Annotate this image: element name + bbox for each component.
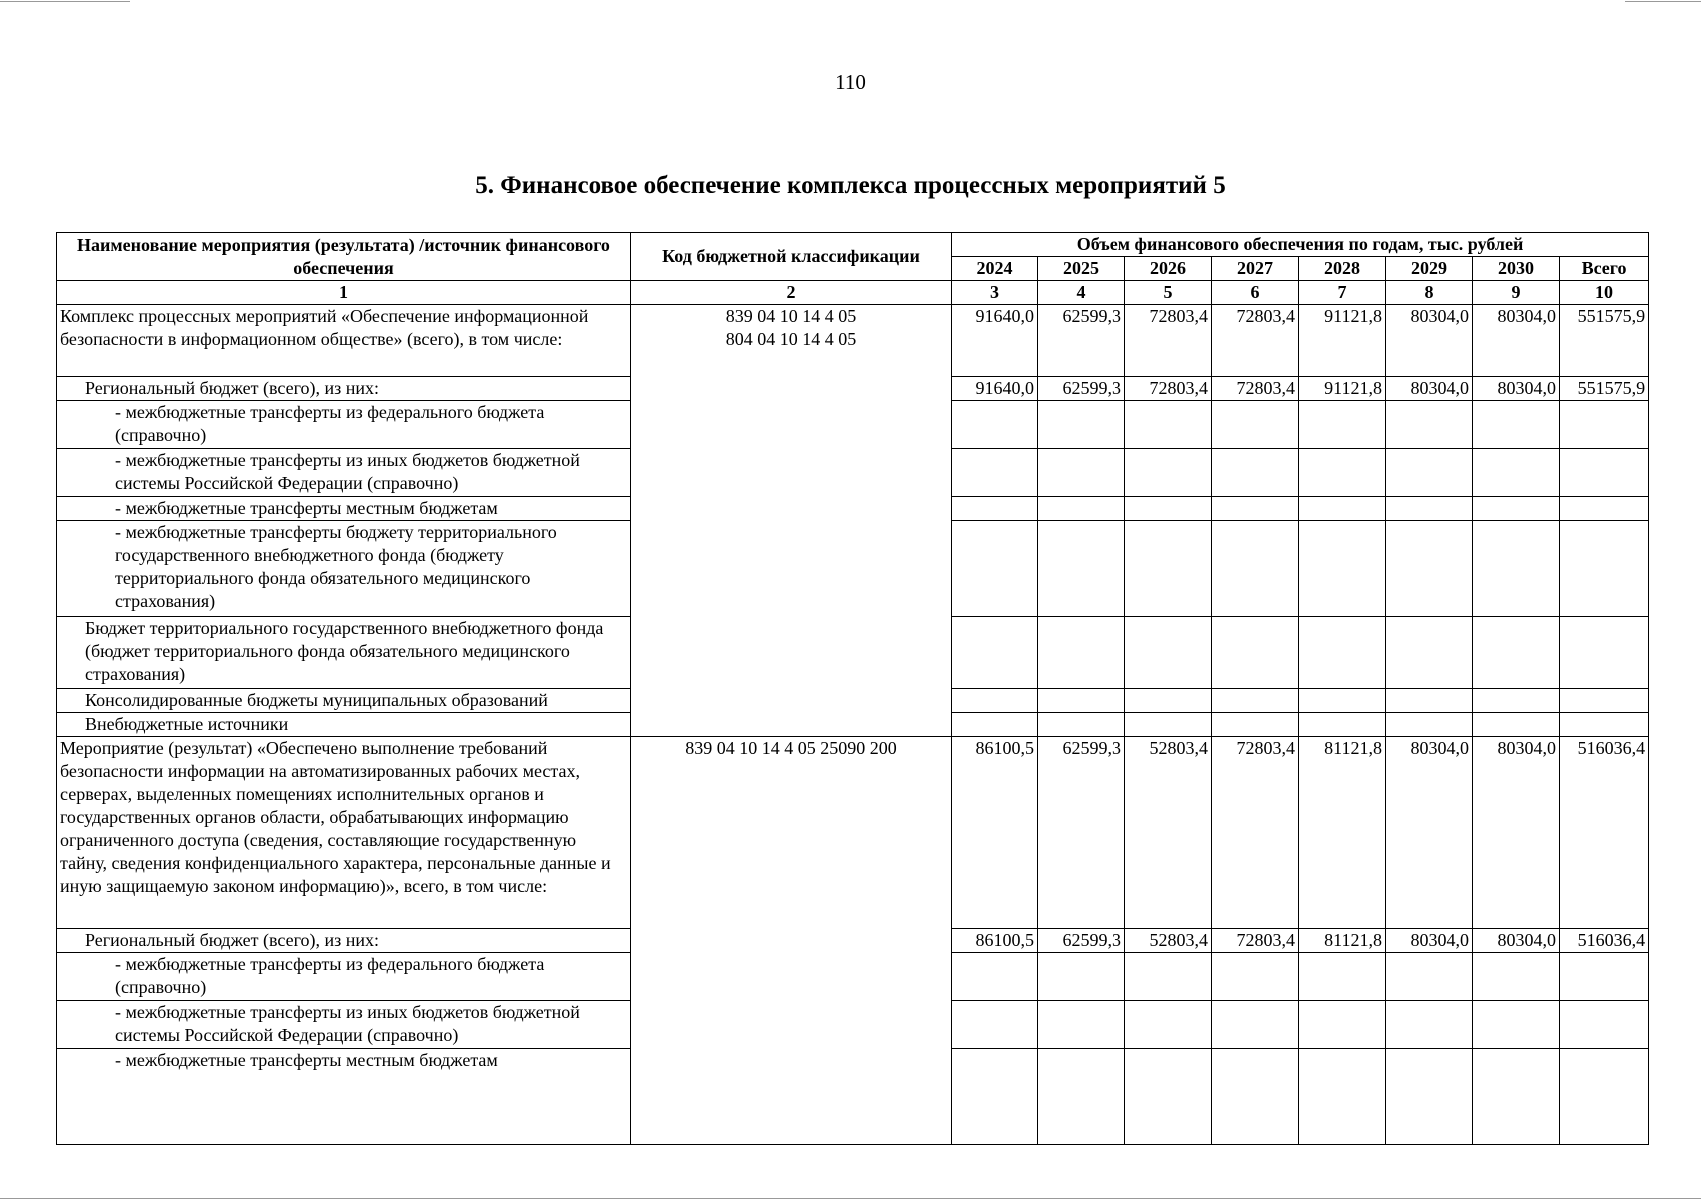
- year-value-cell: [1386, 497, 1473, 521]
- year-value-cell: [1386, 713, 1473, 737]
- year-value-cell: 72803,4: [1212, 737, 1299, 929]
- year-value-cell: 91121,8: [1299, 377, 1386, 401]
- budget-code: 839 04 10 14 4 05 25090 200: [685, 738, 897, 758]
- year-value-cell: [1212, 953, 1299, 1001]
- total-cell: [1560, 1001, 1649, 1049]
- year-value-cell: [1386, 449, 1473, 497]
- column-number: 8: [1386, 281, 1473, 305]
- header-total: Всего: [1560, 257, 1649, 281]
- year-value-cell: [1473, 1049, 1560, 1145]
- year-value-cell: [952, 497, 1038, 521]
- row-name: Бюджет территориального государственного внебюджетного фонда (бюджет территориального фонда обязательного медицинского страхования): [57, 617, 631, 689]
- column-number: 1: [57, 281, 631, 305]
- year-value-cell: [1212, 1049, 1299, 1145]
- year-value-cell: [1038, 1049, 1125, 1145]
- budget-code-cell: [631, 737, 952, 1145]
- year-value-cell: [1212, 1001, 1299, 1049]
- year-value-cell: 72803,4: [1212, 377, 1299, 401]
- scan-edge-line: [1625, 1, 1701, 2]
- header-volume: Объем финансового обеспечения по годам, тыс. рублей: [952, 233, 1649, 257]
- year-value-cell: [1299, 497, 1386, 521]
- year-value-cell: [1212, 497, 1299, 521]
- year-value-cell: [1038, 497, 1125, 521]
- year-value-cell: [1212, 401, 1299, 449]
- year-value-cell: 81121,8: [1299, 737, 1386, 929]
- row-name: - межбюджетные трансферты из иных бюджетов бюджетной системы Российской Федерации (справочно): [57, 1001, 631, 1049]
- total-cell: [1560, 1049, 1649, 1145]
- total-cell: 551575,9: [1560, 377, 1649, 401]
- year-value-cell: [952, 449, 1038, 497]
- year-value-cell: [1386, 1049, 1473, 1145]
- year-value-cell: 62599,3: [1038, 305, 1125, 377]
- year-value-cell: 80304,0: [1386, 737, 1473, 929]
- year-value-cell: [1386, 689, 1473, 713]
- year-value-cell: 72803,4: [1212, 305, 1299, 377]
- year-value-cell: [1299, 401, 1386, 449]
- year-value-cell: 62599,3: [1038, 737, 1125, 929]
- total-cell: 516036,4: [1560, 929, 1649, 953]
- row-name: - межбюджетные трансферты из иных бюджетов бюджетной системы Российской Федерации (справочно): [57, 449, 631, 497]
- year-value-cell: [1212, 689, 1299, 713]
- year-value-cell: [1125, 497, 1212, 521]
- year-value-cell: 52803,4: [1125, 929, 1212, 953]
- year-value-cell: [1299, 1049, 1386, 1145]
- budget-code: 804 04 10 14 4 05: [725, 329, 857, 349]
- year-value-cell: [1299, 1001, 1386, 1049]
- year-value-cell: [1299, 713, 1386, 737]
- year-value-cell: [1473, 713, 1560, 737]
- header-name: Наименование мероприятия (результата) /источник финансового обеспечения: [57, 233, 631, 281]
- column-number: 9: [1473, 281, 1560, 305]
- year-value-cell: [1125, 713, 1212, 737]
- year-value-cell: [1299, 617, 1386, 689]
- row-name: - межбюджетные трансферты из федерального бюджета (справочно): [57, 401, 631, 449]
- column-number: 10: [1560, 281, 1649, 305]
- year-value-cell: [1212, 449, 1299, 497]
- year-value-cell: [1125, 521, 1212, 617]
- row-name: Консолидированные бюджеты муниципальных образований: [57, 689, 631, 713]
- total-cell: [1560, 953, 1649, 1001]
- year-value-cell: [952, 401, 1038, 449]
- total-cell: [1560, 521, 1649, 617]
- year-value-cell: [1473, 401, 1560, 449]
- header-year: 2024: [952, 257, 1038, 281]
- row-name: - межбюджетные трансферты местным бюджетам: [57, 1049, 631, 1145]
- row-name: Мероприятие (результат) «Обеспечено выполнение требований безопасности информации на автоматизированных рабочих местах, серверах, выделенных помещениях исполнительных органов и государственных органов области, обрабатывающих информацию ограниченного доступа (сведения, составляющие государственную тайну, сведения конфиденциального характера, персональные данные и иную защищаемую законом информацию)», всего, в том числе:: [57, 737, 631, 929]
- year-value-cell: 80304,0: [1473, 377, 1560, 401]
- total-cell: 551575,9: [1560, 305, 1649, 377]
- total-cell: [1560, 617, 1649, 689]
- year-value-cell: [1386, 953, 1473, 1001]
- row-name: - межбюджетные трансферты местным бюджетам: [57, 497, 631, 521]
- column-number: 3: [952, 281, 1038, 305]
- year-value-cell: [1038, 449, 1125, 497]
- year-value-cell: 80304,0: [1473, 929, 1560, 953]
- year-value-cell: [1038, 617, 1125, 689]
- year-value-cell: [1038, 401, 1125, 449]
- header-year: 2025: [1038, 257, 1125, 281]
- year-value-cell: 80304,0: [1386, 377, 1473, 401]
- total-cell: [1560, 689, 1649, 713]
- year-value-cell: 72803,4: [1125, 305, 1212, 377]
- year-value-cell: 80304,0: [1386, 305, 1473, 377]
- row-name: Комплекс процессных мероприятий «Обеспечение информационной безопасности в информационном обществе» (всего), в том числе:: [57, 305, 631, 377]
- year-value-cell: [952, 953, 1038, 1001]
- year-value-cell: 80304,0: [1473, 305, 1560, 377]
- row-name: Региональный бюджет (всего), из них:: [57, 377, 631, 401]
- column-number: 6: [1212, 281, 1299, 305]
- year-value-cell: 62599,3: [1038, 377, 1125, 401]
- year-value-cell: [1299, 953, 1386, 1001]
- page-number: 110: [835, 70, 866, 94]
- year-value-cell: 72803,4: [1212, 929, 1299, 953]
- year-value-cell: [1386, 617, 1473, 689]
- header-year: 2029: [1386, 257, 1473, 281]
- year-value-cell: 52803,4: [1125, 737, 1212, 929]
- row-name: - межбюджетные трансферты бюджету территориального государственного внебюджетного фонда (бюджету территориального фонда обязательного медицинского страхования): [57, 521, 631, 617]
- column-number: 5: [1125, 281, 1212, 305]
- year-value-cell: 80304,0: [1473, 737, 1560, 929]
- year-value-cell: [1299, 521, 1386, 617]
- page-title: 5. Финансовое обеспечение комплекса процессных мероприятий 5: [475, 172, 1226, 199]
- year-value-cell: [952, 689, 1038, 713]
- budget-code-cell: [631, 305, 952, 737]
- column-number: 7: [1299, 281, 1386, 305]
- year-value-cell: [1125, 449, 1212, 497]
- row-name: Внебюджетные источники: [57, 713, 631, 737]
- header-year: 2030: [1473, 257, 1560, 281]
- year-value-cell: [952, 1001, 1038, 1049]
- header-code: Код бюджетной классификации: [631, 233, 952, 281]
- total-cell: 516036,4: [1560, 737, 1649, 929]
- year-value-cell: [952, 1049, 1038, 1145]
- year-value-cell: [952, 521, 1038, 617]
- total-cell: [1560, 401, 1649, 449]
- header-year: 2028: [1299, 257, 1386, 281]
- year-value-cell: [1212, 521, 1299, 617]
- year-value-cell: [1386, 521, 1473, 617]
- year-value-cell: [1473, 449, 1560, 497]
- year-value-cell: [1125, 401, 1212, 449]
- column-number: 4: [1038, 281, 1125, 305]
- year-value-cell: 62599,3: [1038, 929, 1125, 953]
- year-value-cell: 81121,8: [1299, 929, 1386, 953]
- year-value-cell: [1125, 1049, 1212, 1145]
- table-row: [57, 737, 1649, 929]
- year-value-cell: [952, 617, 1038, 689]
- year-value-cell: [1125, 689, 1212, 713]
- row-name: - межбюджетные трансферты из федерального бюджета (справочно): [57, 953, 631, 1001]
- scan-edge-line: [0, 1, 130, 2]
- year-value-cell: [1473, 497, 1560, 521]
- year-value-cell: [1386, 401, 1473, 449]
- year-value-cell: [1038, 521, 1125, 617]
- year-value-cell: [1125, 617, 1212, 689]
- year-value-cell: 72803,4: [1125, 377, 1212, 401]
- year-value-cell: [1038, 713, 1125, 737]
- year-value-cell: [1473, 1001, 1560, 1049]
- year-value-cell: [1299, 689, 1386, 713]
- header-year: 2026: [1125, 257, 1212, 281]
- year-value-cell: 91121,8: [1299, 305, 1386, 377]
- year-value-cell: [1473, 617, 1560, 689]
- year-value-cell: 86100,5: [952, 737, 1038, 929]
- year-value-cell: [1038, 1001, 1125, 1049]
- total-cell: [1560, 449, 1649, 497]
- year-value-cell: [1038, 689, 1125, 713]
- total-cell: [1560, 497, 1649, 521]
- total-cell: [1560, 713, 1649, 737]
- year-value-cell: [1473, 521, 1560, 617]
- row-name: Региональный бюджет (всего), из них:: [57, 929, 631, 953]
- year-value-cell: [1038, 953, 1125, 1001]
- year-value-cell: 80304,0: [1386, 929, 1473, 953]
- year-value-cell: [1212, 617, 1299, 689]
- year-value-cell: [1299, 449, 1386, 497]
- column-number: 2: [631, 281, 952, 305]
- budget-code: 839 04 10 14 4 05: [725, 306, 857, 326]
- year-value-cell: [1212, 713, 1299, 737]
- year-value-cell: 91640,0: [952, 305, 1038, 377]
- year-value-cell: [1125, 1001, 1212, 1049]
- header-year: 2027: [1212, 257, 1299, 281]
- year-value-cell: [1386, 1001, 1473, 1049]
- year-value-cell: [952, 713, 1038, 737]
- year-value-cell: [1125, 953, 1212, 1001]
- year-value-cell: 91640,0: [952, 377, 1038, 401]
- scan-edge-line: [0, 1198, 1701, 1199]
- year-value-cell: 86100,5: [952, 929, 1038, 953]
- table-row: [57, 305, 1649, 377]
- financing-table: [56, 232, 1649, 1145]
- year-value-cell: [1473, 689, 1560, 713]
- year-value-cell: [1473, 953, 1560, 1001]
